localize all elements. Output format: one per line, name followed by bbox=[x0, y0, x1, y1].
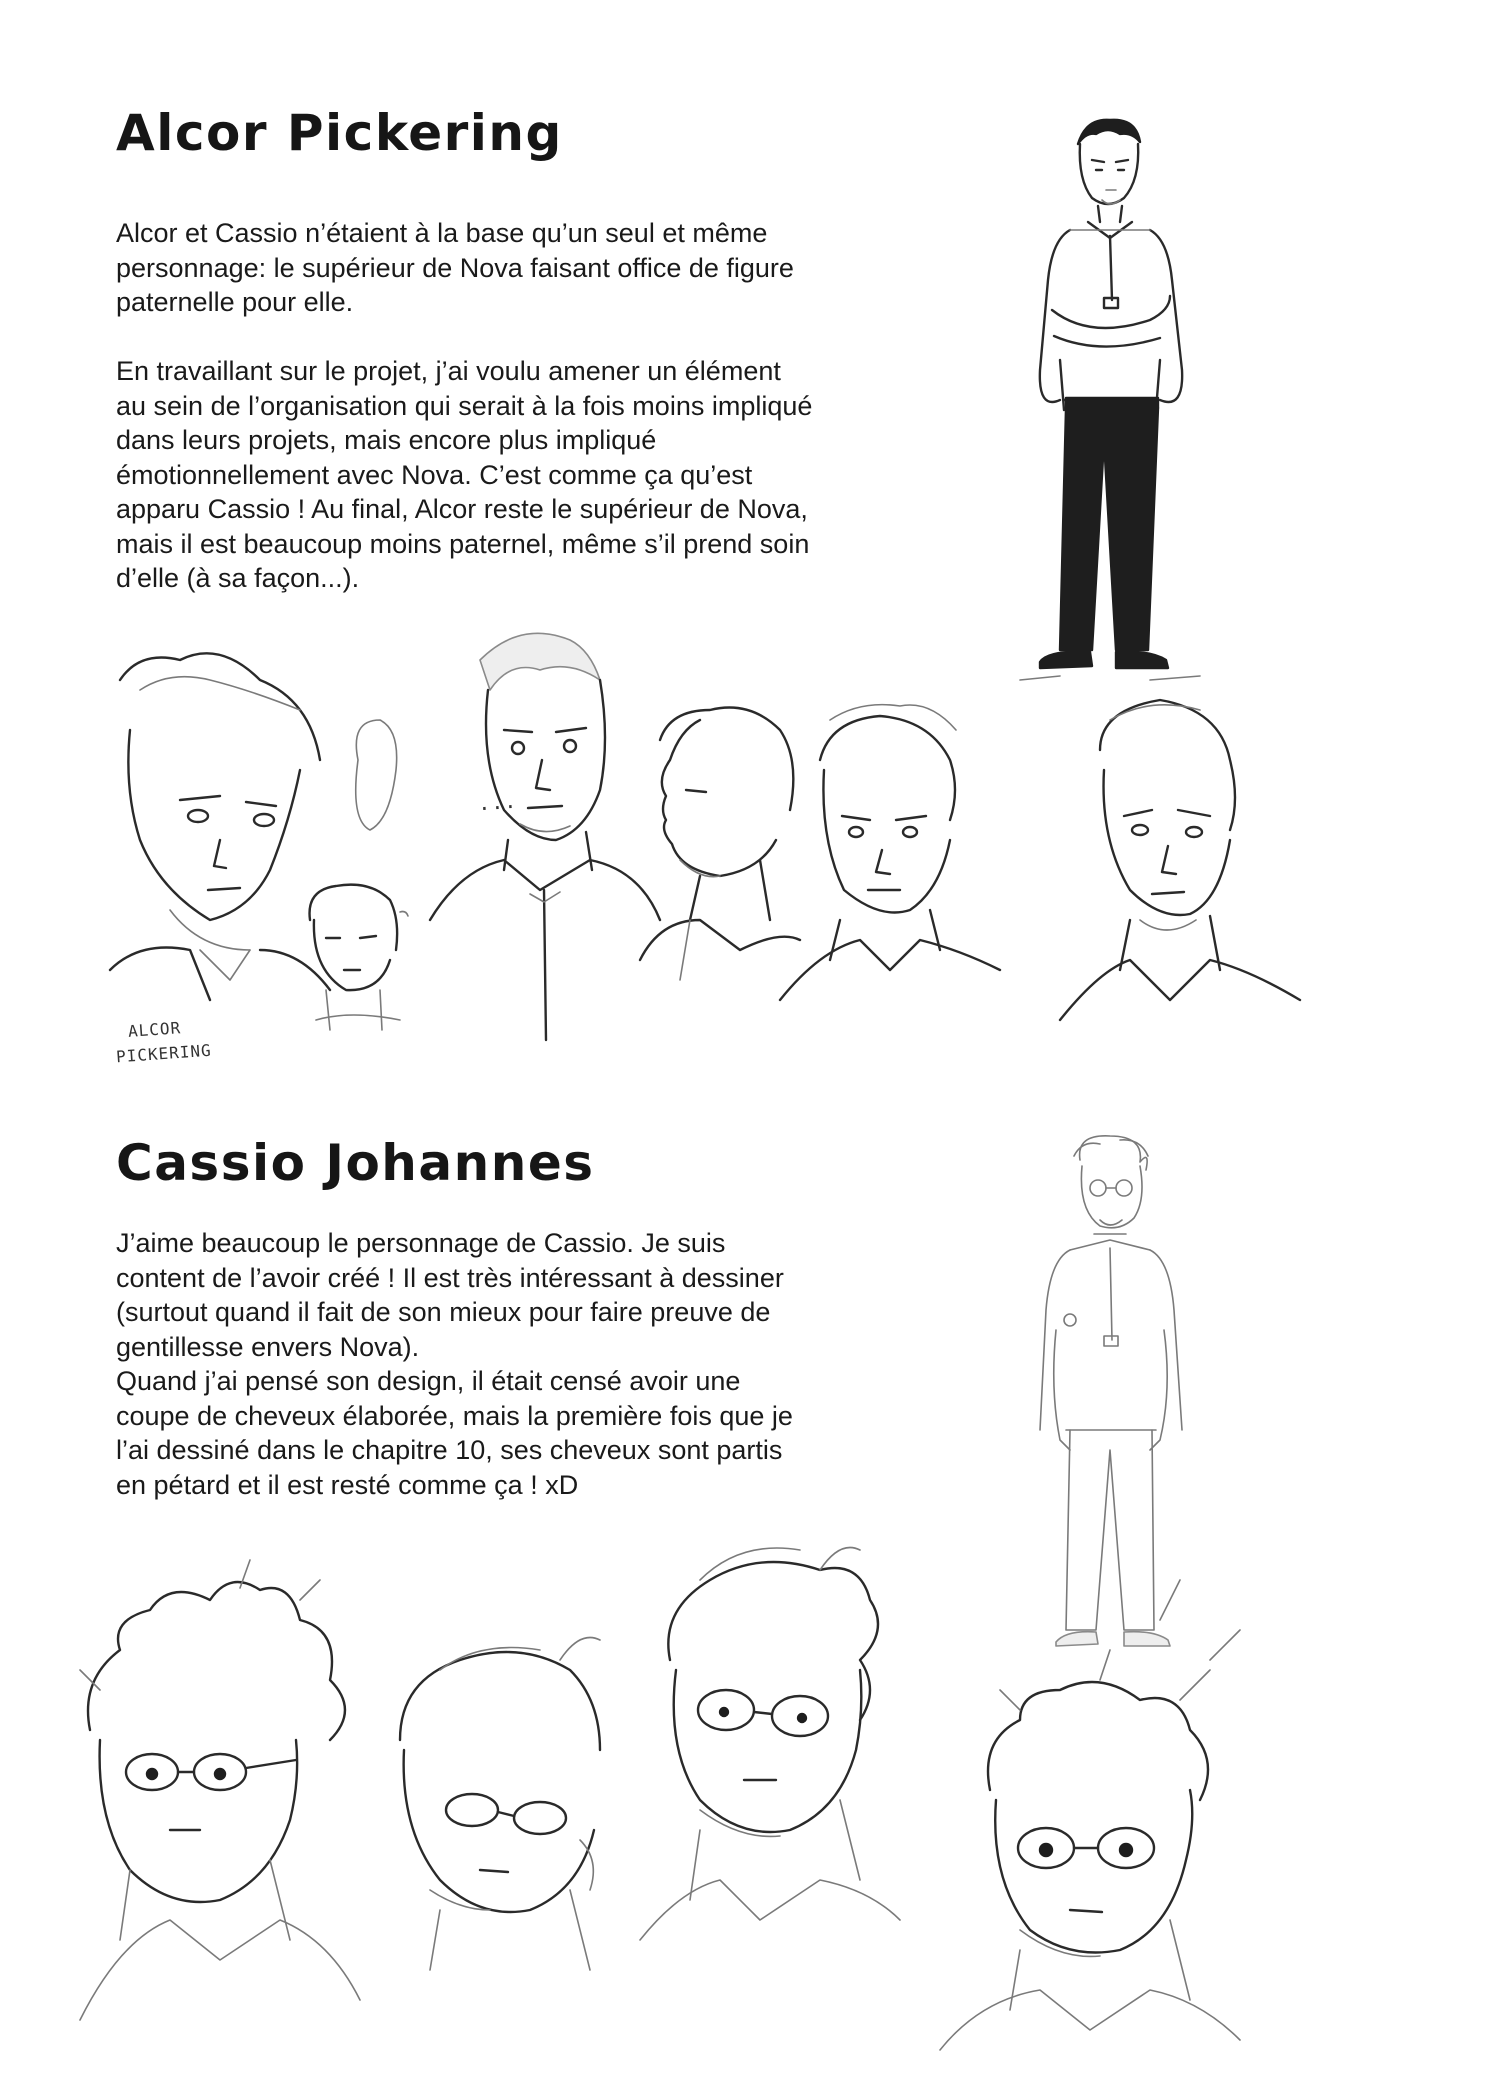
alcor-text-line: au sein de l’organisation qui serait à la fois moins impliqué bbox=[116, 390, 813, 421]
cassio-title: Cassio Johannes bbox=[116, 1134, 595, 1192]
alcor-text-line: d’elle (à sa façon...). bbox=[116, 563, 360, 593]
alcor-text-line: apparu Cassio ! Au final, Alcor reste le supérieur de Nova, bbox=[116, 494, 808, 524]
alcor-text-line: paternelle pour elle. bbox=[116, 287, 354, 317]
cassio-description bbox=[116, 1226, 876, 1502]
alcor-text-line: personnage: le supérieur de Nova faisant office de figure bbox=[116, 252, 794, 283]
alcor-sketch-caption-2: PICKERING bbox=[115, 1040, 213, 1067]
cassio-section bbox=[0, 1100, 1500, 2077]
cassio-text-line: coupe de cheveux élaborée, mais la première fois que je bbox=[116, 1400, 793, 1431]
cassio-text-line: (surtout quand il fait de son mieux pour faire preuve de bbox=[116, 1297, 771, 1327]
alcor-text-line: En travaillant sur le projet, j’ai voulu amener un élément bbox=[116, 356, 781, 386]
alcor-text-line: mais il est beaucoup moins paternel, même s’il prend soin bbox=[116, 528, 810, 559]
alcor-sketch-head-1 bbox=[110, 653, 330, 1000]
cassio-text-line: content de l’avoir créé ! Il est très intéressant à dessiner bbox=[116, 1262, 784, 1293]
alcor-sketch-head-2 bbox=[310, 885, 408, 1030]
cassio-text-line: J’aime beaucoup le personnage de Cassio. Je suis bbox=[116, 1228, 726, 1258]
cassio-sketch-head-3 bbox=[640, 1548, 900, 1941]
alcor-speech-dots: ... bbox=[477, 788, 518, 816]
alcor-full-body-illustration bbox=[1000, 110, 1220, 700]
alcor-sketch-head-3 bbox=[356, 633, 660, 1040]
cassio-head-sketches bbox=[60, 1540, 1330, 2070]
alcor-head-sketches bbox=[100, 620, 1360, 1090]
alcor-text-line: Alcor et Cassio n’étaient à la base qu’un seul et même bbox=[116, 218, 768, 248]
cassio-text-line: en pétard et il est resté comme ça ! xD bbox=[116, 1469, 579, 1500]
cassio-text-line: Quand j’ai pensé son design, il était censé avoir une bbox=[116, 1366, 741, 1396]
cassio-sketch-head-4 bbox=[940, 1580, 1240, 2050]
alcor-text-line: dans leurs projets, mais encore plus impliqué bbox=[116, 425, 657, 455]
alcor-title: Alcor Pickering bbox=[116, 104, 563, 162]
alcor-sketch-head-4 bbox=[640, 708, 800, 981]
cassio-sketch-head-1 bbox=[80, 1560, 360, 2020]
alcor-sketch-caption-1: ALCOR bbox=[127, 1018, 182, 1041]
alcor-sketch-head-6 bbox=[1060, 700, 1300, 1020]
cassio-text-line: l’ai dessiné dans le chapitre 10, ses cheveux sont partis bbox=[116, 1435, 783, 1465]
cassio-sketch-head-2 bbox=[400, 1638, 600, 1971]
alcor-sketch-head-5 bbox=[780, 705, 1000, 1000]
alcor-description bbox=[116, 216, 876, 596]
alcor-text-line: émotionnellement avec Nova. C’est comme ça qu’est bbox=[116, 459, 753, 490]
cassio-text-line: gentillesse envers Nova). bbox=[116, 1331, 420, 1362]
